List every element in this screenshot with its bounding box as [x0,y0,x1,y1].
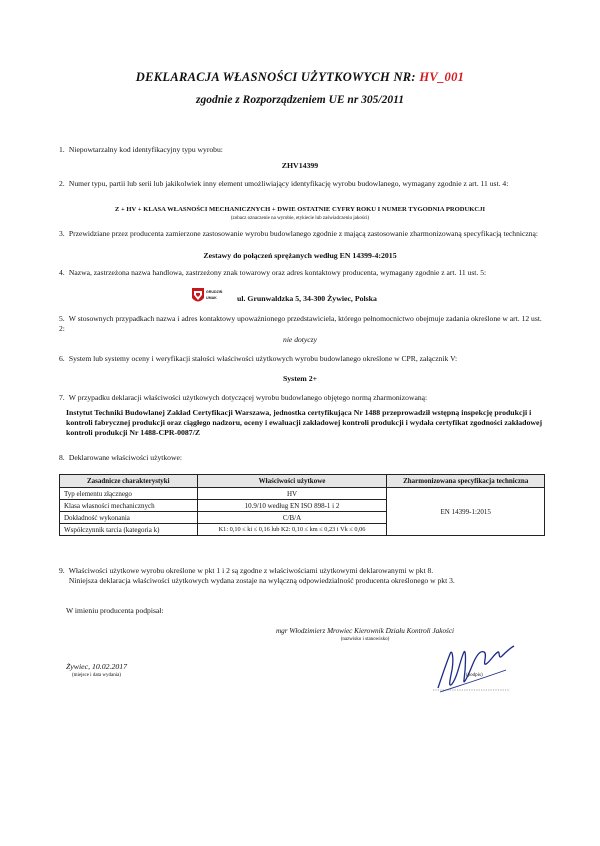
item-9: 9. Właściwości użytkowe wyrobu określone w pkt 1 i 2 są zgodne z właściwościami użytkowymi deklarowanymi w pkt 8. Niniejsza deklaracja właściwości użytkowych wydana zostaje na wyłączną odpowiedzialność producenta określonego w pkt 3. [59,566,455,585]
item-3-value: Zestawy do połączeń sprężanych według EN 14399-4:2015 [203,251,397,260]
table-header-row [60,475,545,488]
item-5-value: nie dotyczy [283,335,317,344]
item-3: 3. Przewidziane przez producenta zamierzone zastosowanie wyrobu budowlanego zgodnie z mającą zastosowanie zharmonizowaną specyfikacją techniczną: [59,229,539,238]
table-header: Zasadnicze charakterystyki [60,475,198,488]
item-1: 1. Niepowtarzalny kod identyfikacyjny typu wyrobu: [59,145,223,154]
document-subtitle: zgodnie z Rozporządzeniem UE nr 305/2011 [196,94,404,106]
table-cell: Typ elementu złącznego [60,488,198,500]
item-8: 8. Deklarowane właściwości użytkowe: [59,453,182,462]
item-4-text: Nazwa, zastrzeżona nazwa handlowa, zastrzeżony znak towarowy oraz adres kontaktowy producenta, wymagany zgodnie z art. 11 ust. 5: [68,268,487,277]
item-4: 4. Nazwa, zastrzeżona nazwa handlowa, zastrzeżony znak towarowy oraz adres kontaktowy producenta, wymagany zgodnie z art. 11 ust. 5: [59,268,487,277]
item-2-text: Numer typu, partii lub serii lub jakikolwiek inny element umożliwiający identyfikację wyrobu budowlanego, wymagany zgodnie z art. 11 ust. 4: [68,179,509,188]
item-3-text: Przewidziane przez producenta zamierzone zastosowanie wyrobu budowlanego zgodnie z mającą zastosowanie zharmonizowaną specyfikacją techniczną: [68,229,539,238]
item-7: 7. W przypadku deklaracji właściwości użytkowych dotyczącej wyrobu budowlanego objętego normą zharmonizowaną: [59,393,428,402]
table-row [60,488,545,500]
document-title [0,70,600,85]
table-spec-cell: EN 14399-1:2015 [387,488,545,536]
signature-image [428,636,523,698]
table-cell: Dokładność wykonania [60,512,198,524]
handwritten-signature [428,636,523,698]
place-date: Żywiec, 10.02.2017 [66,662,128,671]
table-cell: 10.9/10 według EN ISO 898-1 i 2 [197,500,387,512]
item-6-text: System lub systemy oceny i weryfikacji stałości właściwości użytkowych wyrobu budowlanego określone w CPR, załącznik V: [68,354,458,363]
item-8-text: Deklarowane właściwości użytkowe: [68,453,182,462]
table-cell: K1: 0,10 ≤ ki ≤ 0,16 lub K2: 0,10 ≤ km ≤ 0,23 i Vk ≤ 0,06 [197,524,387,536]
place-date-note: (miejsce i data wydania) [72,673,122,678]
title-prefix: DEKLARACJA WŁASNOŚCI UŻYTKOWYCH NR: [135,70,420,84]
logo-text-bottom: UMAK [206,296,217,300]
table-header: Właściwości użytkowe [197,475,387,488]
item-4-value: ul. Grunwaldzka 5, 34-300 Żywiec, Polska [237,294,377,303]
item-1-text: Niepowtarzalny kod identyfikacyjny typu wyrobu: [68,145,223,154]
item-5: 5. W stosownych przypadkach nazwa i adres kontaktowy upoważnionego przedstawiciela, którego pełnomocnictwo obejmuje zadania określone w art. 12 ust. 2: [59,314,542,333]
item-1-value: ZHV14399 [281,161,319,170]
item-5-text: W stosownych przypadkach nazwa i adres kontaktowy upoważnionego przedstawiciela, którego pełnomocnictwo obejmuje zadania określone w art. 12 ust. 2: [59,314,542,333]
table-cell: Klasa własności mechanicznych [60,500,198,512]
table-header: Zharmonizowana specyfikacja techniczna [387,475,545,488]
table-cell: Współczynnik tarcia (kategoria k) [60,524,198,536]
item-2-note: (zobacz oznaczenie na wyrobie, etykiecie lub zaświadczeniu jakości) [230,216,370,221]
table-cell: HV [197,488,387,500]
signatory-note: (nazwisko i stanowisko) [340,637,390,642]
on-behalf-label: W imieniu producenta podpisał: [66,606,164,615]
item-7-value: Instytut Techniki Budowlanej Zakład Certyfikacji Warszawa, jednostka certyfikująca Nr 1488 przeprowadził wstępną inspekcję produkcji i kontroli fabrycznej produkcji oraz ciągłego nadzoru, oceny i ewaluacji zakładowej kontroli produkcji i wydała certyfikat zgodności zakładowej kontroli produkcji Nr 1488-CPR-0087/Z [66,408,543,437]
signature-note: (podpis) [466,673,483,678]
table-cell: C/B/A [197,512,387,524]
item-7-text: W przypadku deklaracji właściwości użytkowych dotyczącej wyrobu budowlanego objętego normą zharmonizowaną: [68,393,428,402]
company-logo [190,286,230,306]
item-9-line-1: Właściwości użytkowe wyrobu określone w pkt 1 i 2 są zgodne z właściwościami użytkowymi deklarowanymi w pkt 8. [68,566,434,575]
item-9-line-2: Niniejsza deklaracja właściwości użytkowych wydana zostaje na wyłączną odpowiedzialność producenta określonego w pkt 3. [68,576,455,585]
logo-text-top: GRUDZIŃ [206,290,223,294]
item-2: 2. Numer typu, partii lub serii lub jakikolwiek inny element umożliwiający identyfikację wyrobu budowlanego, wymagany zgodnie z art. 11 ust. 4: [59,179,509,188]
signatory-name: mgr Włodzimierz Mrowiec Kierownik Działu Kontroli Jakości [275,627,455,635]
item-6-value: System 2+ [282,374,318,383]
item-6: 6. System lub systemy oceny i weryfikacji stałości właściwości użytkowych wyrobu budowlanego określone w CPR, załącznik V: [59,354,458,363]
item-2-value: Z + HV + KLASA WŁASNOŚCI MECHANICZNYCH + DWIE OSTATNIE CYFRY ROKU I NUMER TYGODNIA PRODUKCJI [114,206,486,213]
declaration-number: HV_001 [419,70,465,84]
performance-table [59,474,545,536]
